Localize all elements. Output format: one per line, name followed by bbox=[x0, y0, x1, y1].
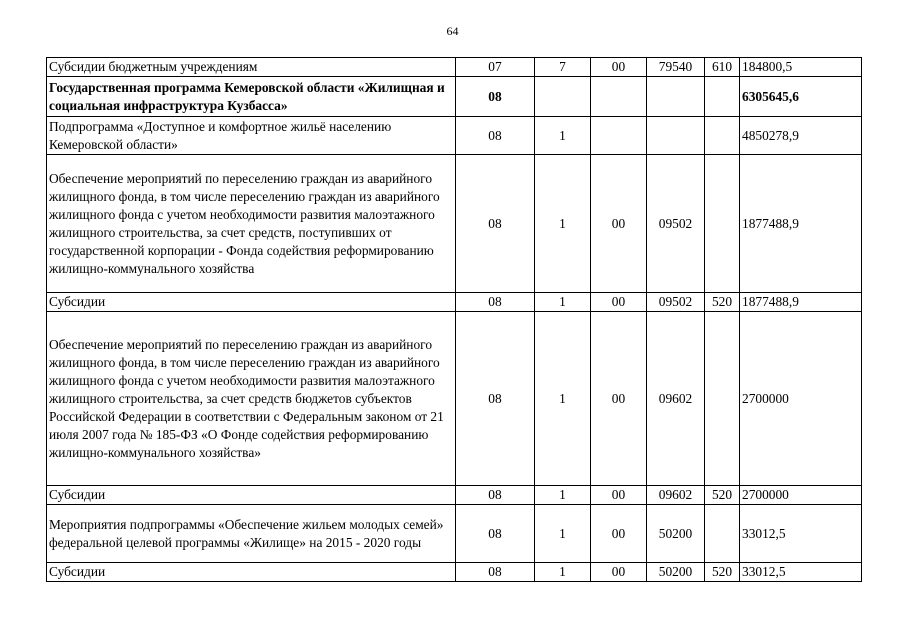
row-name: Обеспечение мероприятий по переселению граждан из аварийного жилищного фонда, в том числе переселению граждан из аварийного жилищного фонда с учетом необходимости развития малоэтажного жилищного строительства, за счет средств, поступивших от государственной корпорации - Фонда содействия реформированию жилищно-коммунального хозяйства bbox=[47, 155, 456, 293]
budget-table bbox=[46, 57, 862, 582]
row-expense-type-code bbox=[705, 155, 740, 293]
row-section-code: 08 bbox=[456, 563, 535, 582]
row-program-code bbox=[591, 77, 647, 117]
row-name: Подпрограмма «Доступное и комфортное жильё населению Кемеровской области» bbox=[47, 117, 456, 155]
table-row bbox=[47, 293, 862, 312]
row-expense-type-code bbox=[705, 312, 740, 486]
row-expense-type-code: 610 bbox=[705, 58, 740, 77]
row-amount: 33012,5 bbox=[740, 563, 862, 582]
row-subsection-code bbox=[535, 77, 591, 117]
row-name: Субсидии bbox=[47, 486, 456, 505]
row-name: Мероприятия подпрограммы «Обеспечение жильем молодых семей» федеральной целевой программы «Жилище» на 2015 - 2020 годы bbox=[47, 505, 456, 563]
row-subsection-code: 1 bbox=[535, 117, 591, 155]
row-amount: 2700000 bbox=[740, 486, 862, 505]
row-program-code: 00 bbox=[591, 486, 647, 505]
row-program-code bbox=[591, 117, 647, 155]
row-name: Обеспечение мероприятий по переселению граждан из аварийного жилищного фонда, в том числе переселению граждан из аварийного жилищного фонда с учетом необходимости развития малоэтажного жилищного строительства, за счет средств бюджетов субъектов Российской Федерации в соответствии с Федеральным законом от 21 июля 2007 года № 185-ФЗ «О Фонде содействия реформированию жилищно-коммунального хозяйства» bbox=[47, 312, 456, 486]
row-section-code: 08 bbox=[456, 117, 535, 155]
row-program-code: 00 bbox=[591, 155, 647, 293]
row-name: Субсидии бюджетным учреждениям bbox=[47, 58, 456, 77]
row-section-code: 08 bbox=[456, 77, 535, 117]
row-target-code: 50200 bbox=[647, 505, 705, 563]
row-subsection-code: 1 bbox=[535, 312, 591, 486]
table-row bbox=[47, 486, 862, 505]
row-expense-type-code: 520 bbox=[705, 293, 740, 312]
table-row bbox=[47, 155, 862, 293]
table-row bbox=[47, 77, 862, 117]
row-expense-type-code: 520 bbox=[705, 486, 740, 505]
row-section-code: 07 bbox=[456, 58, 535, 77]
row-expense-type-code bbox=[705, 117, 740, 155]
row-program-code: 00 bbox=[591, 293, 647, 312]
row-subsection-code: 1 bbox=[535, 486, 591, 505]
row-program-code: 00 bbox=[591, 563, 647, 582]
row-section-code: 08 bbox=[456, 155, 535, 293]
row-name: Государственная программа Кемеровской области «Жилищная и социальная инфраструктура Кузбасса» bbox=[47, 77, 456, 117]
row-target-code: 09502 bbox=[647, 155, 705, 293]
row-subsection-code: 1 bbox=[535, 293, 591, 312]
row-section-code: 08 bbox=[456, 486, 535, 505]
row-target-code: 79540 bbox=[647, 58, 705, 77]
row-target-code: 50200 bbox=[647, 563, 705, 582]
row-target-code: 09502 bbox=[647, 293, 705, 312]
row-subsection-code: 1 bbox=[535, 155, 591, 293]
page-number: 64 bbox=[446, 24, 459, 38]
row-amount: 184800,5 bbox=[740, 58, 862, 77]
table-row bbox=[47, 58, 862, 77]
row-expense-type-code bbox=[705, 77, 740, 117]
table-row bbox=[47, 505, 862, 563]
row-target-code bbox=[647, 117, 705, 155]
row-amount: 33012,5 bbox=[740, 505, 862, 563]
row-name: Субсидии bbox=[47, 563, 456, 582]
row-amount: 1877488,9 bbox=[740, 293, 862, 312]
row-program-code: 00 bbox=[591, 58, 647, 77]
row-name: Субсидии bbox=[47, 293, 456, 312]
table-row bbox=[47, 117, 862, 155]
row-expense-type-code bbox=[705, 505, 740, 563]
row-amount: 6305645,6 bbox=[740, 77, 862, 117]
row-expense-type-code: 520 bbox=[705, 563, 740, 582]
row-section-code: 08 bbox=[456, 293, 535, 312]
table-row bbox=[47, 312, 862, 486]
row-subsection-code: 7 bbox=[535, 58, 591, 77]
row-section-code: 08 bbox=[456, 505, 535, 563]
table-row bbox=[47, 563, 862, 582]
row-subsection-code: 1 bbox=[535, 563, 591, 582]
row-subsection-code: 1 bbox=[535, 505, 591, 563]
row-target-code: 09602 bbox=[647, 486, 705, 505]
row-target-code bbox=[647, 77, 705, 117]
row-section-code: 08 bbox=[456, 312, 535, 486]
row-program-code: 00 bbox=[591, 312, 647, 486]
row-amount: 4850278,9 bbox=[740, 117, 862, 155]
row-amount: 2700000 bbox=[740, 312, 862, 486]
row-amount: 1877488,9 bbox=[740, 155, 862, 293]
row-program-code: 00 bbox=[591, 505, 647, 563]
row-target-code: 09602 bbox=[647, 312, 705, 486]
